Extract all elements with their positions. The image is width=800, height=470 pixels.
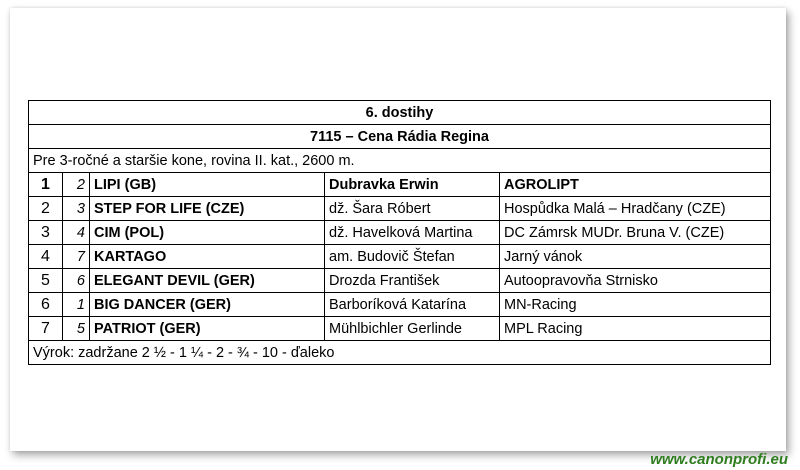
start-number: 4 — [63, 221, 90, 245]
start-number: 2 — [63, 173, 90, 197]
owner-name: Hospůdka Malá – Hradčany (CZE) — [500, 197, 771, 221]
race-title-row — [29, 101, 771, 125]
finish-position: 6 — [29, 293, 63, 317]
race-name: 7115 – Cena Rádia Regina — [29, 125, 771, 149]
start-number: 1 — [63, 293, 90, 317]
finish-position: 3 — [29, 221, 63, 245]
owner-name: MN-Racing — [500, 293, 771, 317]
owner-name: Autoopravovňa Strnisko — [500, 269, 771, 293]
finish-position: 4 — [29, 245, 63, 269]
race-margins-row — [29, 341, 771, 365]
jockey-name: Mühlbichler Gerlinde — [325, 317, 500, 341]
jockey-name: Drozda František — [325, 269, 500, 293]
table-row — [29, 245, 771, 269]
table-row — [29, 317, 771, 341]
race-conditions: Pre 3-ročné a staršie kone, rovina II. kat., 2600 m. — [29, 149, 771, 173]
owner-name: AGROLIPT — [500, 173, 771, 197]
jockey-name: dž. Šara Róbert — [325, 197, 500, 221]
finish-position: 5 — [29, 269, 63, 293]
jockey-name: Barboríková Katarína — [325, 293, 500, 317]
horse-name: PATRIOT (GER) — [90, 317, 325, 341]
race-title: 6. dostihy — [29, 101, 771, 125]
horse-name: STEP FOR LIFE (CZE) — [90, 197, 325, 221]
jockey-name: dž. Havelková Martina — [325, 221, 500, 245]
watermark: www.canonprofi.eu — [650, 451, 788, 468]
jockey-name: Dubravka Erwin — [325, 173, 500, 197]
table-row — [29, 269, 771, 293]
finish-position: 2 — [29, 197, 63, 221]
start-number: 5 — [63, 317, 90, 341]
owner-name: MPL Racing — [500, 317, 771, 341]
table-row — [29, 293, 771, 317]
race-margins: Výrok: zadržane 2 ½ - 1 ¼ - 2 - ¾ - 10 - ďaleko — [29, 341, 771, 365]
owner-name: DC Zámrsk MUDr. Bruna V. (CZE) — [500, 221, 771, 245]
horse-name: CIM (POL) — [90, 221, 325, 245]
finish-position: 7 — [29, 317, 63, 341]
race-results-table — [28, 100, 771, 365]
start-number: 7 — [63, 245, 90, 269]
jockey-name: am. Budovič Štefan — [325, 245, 500, 269]
owner-name: Jarný vánok — [500, 245, 771, 269]
start-number: 3 — [63, 197, 90, 221]
horse-name: BIG DANCER (GER) — [90, 293, 325, 317]
table-row — [29, 173, 771, 197]
table-row — [29, 197, 771, 221]
start-number: 6 — [63, 269, 90, 293]
race-name-row — [29, 125, 771, 149]
horse-name: ELEGANT DEVIL (GER) — [90, 269, 325, 293]
horse-name: KARTAGO — [90, 245, 325, 269]
finish-position: 1 — [29, 173, 63, 197]
horse-name: LIPI (GB) — [90, 173, 325, 197]
race-conditions-row — [29, 149, 771, 173]
table-row — [29, 221, 771, 245]
